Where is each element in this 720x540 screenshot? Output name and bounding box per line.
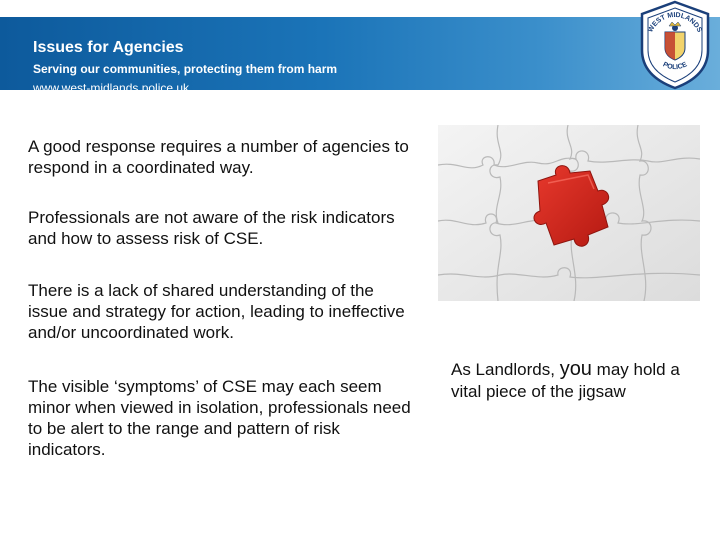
police-crest-logo [636,0,714,90]
callout-after: may hold a vital piece of the jigsaw [451,360,680,401]
jigsaw-puzzle-image [438,125,700,301]
paragraph-visible-symptoms: The visible ‘symptoms’ of CSE may each seem minor when viewed in isolation, professionals need to be alert to the range and pattern of risk indicators. [28,377,411,459]
crest-bottom-text: POLICE [661,61,689,72]
header-title: Issues for Agencies [33,39,184,56]
header-url[interactable]: www.west-midlands.police.uk [33,81,190,95]
callout-emphasis: you [559,358,592,380]
header-banner [0,17,720,95]
paragraph-risk-awareness: Professionals are not aware of the risk indicators and how to assess risk of CSE. [28,208,395,248]
landlords-callout [451,358,713,403]
paragraph-coordinated-response: A good response requires a number of agencies to respond in a coordinated way. [28,137,409,177]
crest-top-text: WEST MIDLANDS [647,11,703,34]
callout-before: As Landlords, [451,360,560,379]
paragraph-shared-understanding: There is a lack of shared understanding of the issue and strategy for action, leading to ineffective and/or uncoordinated work. [28,281,405,342]
header-tagline: Serving our communities, protecting them from harm [33,62,338,76]
